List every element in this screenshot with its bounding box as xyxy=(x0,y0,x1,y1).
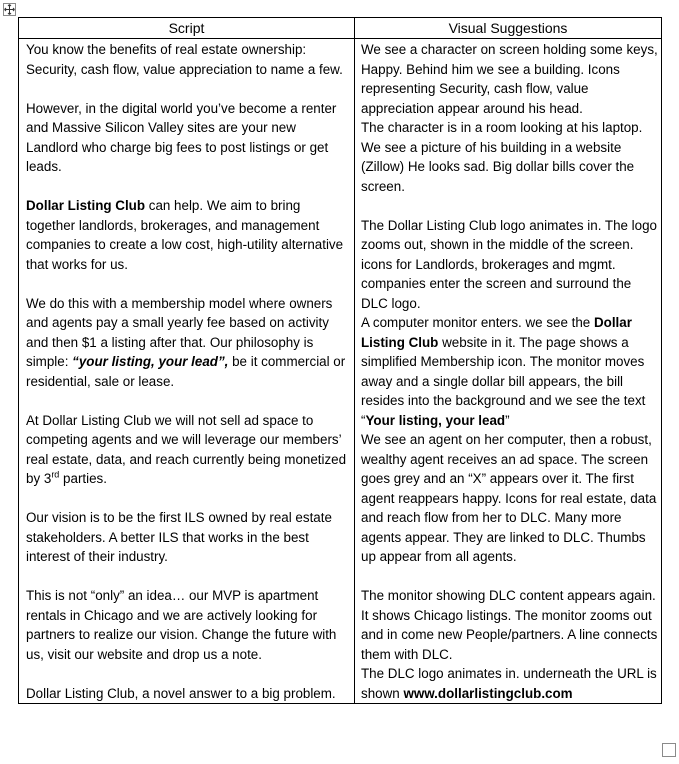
visual-paragraph-monitor xyxy=(361,313,658,430)
dlc-intro-text: can help. We aim to bring together landlords, brokerages, and management companies to create a low cost, high-utility alternative that works for us. xyxy=(26,198,344,272)
script-paragraph-closing: Dollar Listing Club, a novel answer to a big problem. xyxy=(26,685,336,701)
ad-space-text: At Dollar Listing Club we will not sell ad space to competing agents and we will leverage our members’ real estate, data, and reach currently being monetized by 3 xyxy=(26,412,347,486)
slogan-emphasis: “your listing, your lead”, xyxy=(72,354,229,369)
visual-paragraph-agents: We see an agent on her computer, then a robust, wealthy agent receives an ad space. The screen goes grey and an “X” appears over it. The first agent reappears happy. Icons for real estate, data and reach flow from her to DLC. Many more agents appear. They are linked to DLC. Thumbs up appear from all agents. xyxy=(361,432,657,564)
membership-text: We do this with a membership model where owners and agents pay a small yearly fee based on activity and then $1 a listing after that. Our philosophy is simple: xyxy=(26,295,333,369)
visual-paragraph-logo: The Dollar Listing Club logo animates in. The logo zooms out, shown in the middle of the screen. icons for Landlords, brokerages and mgmt. companies enter the screen and surround the DLC logo. xyxy=(361,217,657,311)
slogan-bold: Your listing, your lead xyxy=(365,412,506,428)
table-header-row xyxy=(19,18,662,39)
header-script[interactable]: Script xyxy=(19,18,355,39)
script-paragraph-ad-space xyxy=(26,411,350,489)
website-url: www.dollarlistingclub.com xyxy=(403,685,573,701)
visual-paragraph-chicago: The monitor showing DLC content appears again. It shows Chicago listings. The monitor zooms out and in come new People/partners. A line connects them with DLC. xyxy=(361,588,658,662)
ad-space-text-end: parties. xyxy=(59,471,107,486)
visual-cell[interactable] xyxy=(355,39,662,704)
monitor-text-end: ” xyxy=(505,412,510,428)
table-row xyxy=(19,39,662,704)
visual-paragraph-url xyxy=(361,664,658,703)
header-visual-suggestions[interactable]: Visual Suggestions xyxy=(355,18,662,39)
visual-paragraph-laptop: The character is in a room looking at his laptop. We see a picture of his building in a website (Zillow) He looks sad. Big dollar bills cover the screen. xyxy=(361,120,643,194)
ordinal-superscript: rd xyxy=(51,469,60,480)
script-cell[interactable] xyxy=(19,39,355,704)
script-paragraph-vision: Our vision is to be the first ILS owned by real estate stakeholders. A better ILS that works in the best interest of their industry. xyxy=(26,510,332,564)
script-paragraph-dlc-intro xyxy=(26,196,350,274)
script-table xyxy=(18,17,662,704)
script-paragraph-renter: However, in the digital world you’ve become a renter and Massive Silicon Valley sites are your new Landlord who charge big fees to post listings or get leads. xyxy=(26,100,337,174)
membership-text-end: be it commercial or residential, sale or lease. xyxy=(26,354,346,389)
brand-name-bold: Dollar Listing Club xyxy=(361,315,632,350)
script-paragraph-membership xyxy=(26,294,350,392)
monitor-text: A computer monitor enters. we see the xyxy=(361,315,594,330)
url-intro-text: The DLC logo animates in. underneath the URL is shown xyxy=(361,666,657,701)
monitor-text-mid: website in it. The page shows a simplified Membership icon. The monitor moves away and a single dollar bill appears, the bill resides into the background and we see the text “ xyxy=(361,334,646,428)
brand-name-bold: Dollar Listing Club xyxy=(26,198,146,213)
visual-paragraph-character-keys: We see a character on screen holding some keys, Happy. Behind him we see a building. Icons representing Security, cash flow, value appreciation appear around his head. xyxy=(361,42,658,116)
table-move-handle-icon[interactable] xyxy=(3,3,16,16)
script-paragraph-mvp: This is not “only” an idea… our MVP is apartment rentals in Chicago and we are actively looking for partners to realize our vision. Change the future with us, visit our website and drop us a note. xyxy=(26,588,337,662)
table-resize-handle-icon[interactable] xyxy=(662,743,676,757)
script-paragraph-benefits: You know the benefits of real estate ownership: Security, cash flow, value appreciation to name a few. xyxy=(26,42,343,77)
